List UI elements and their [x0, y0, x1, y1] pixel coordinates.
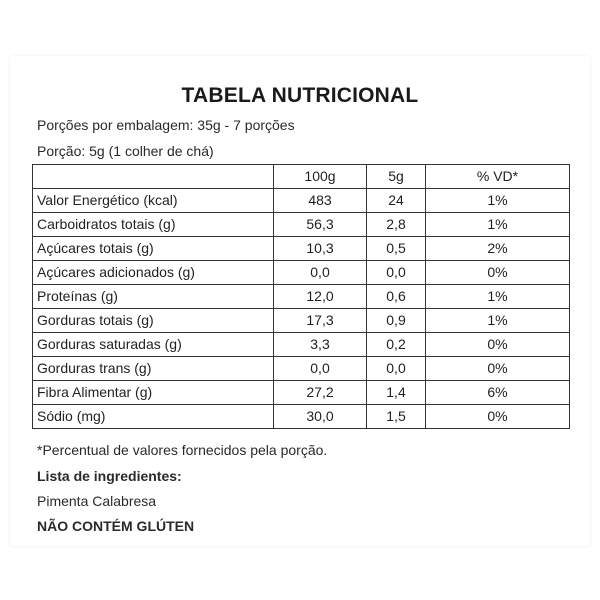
value-5g: 0,0 [367, 357, 426, 381]
value-5g: 0,9 [367, 309, 426, 333]
nutrient-name: Gorduras saturadas (g) [33, 333, 274, 357]
header-cell-nutrient [33, 165, 274, 189]
value-vd: 1% [426, 309, 570, 333]
value-100g: 12,0 [274, 285, 367, 309]
servings-per-package: Porções por embalagem: 35g - 7 porções [37, 117, 295, 133]
ingredients-list: Pimenta Calabresa [37, 493, 157, 509]
nutrient-name: Carboidratos totais (g) [33, 213, 274, 237]
value-5g: 1,4 [367, 381, 426, 405]
nutrient-name: Proteínas (g) [33, 285, 274, 309]
value-vd: 1% [426, 285, 570, 309]
value-vd: 0% [426, 333, 570, 357]
value-vd: 0% [426, 261, 570, 285]
header-cell-vd: % VD* [426, 165, 570, 189]
footnote: *Percentual de valores fornecidos pela porção. [37, 442, 328, 458]
value-vd: 1% [426, 213, 570, 237]
table-row [33, 357, 570, 381]
value-100g: 10,3 [274, 237, 367, 261]
nutrition-table [32, 164, 570, 429]
nutrient-name: Açúcares adicionados (g) [33, 261, 274, 285]
table-row [33, 261, 570, 285]
value-5g: 24 [367, 189, 426, 213]
value-vd: 0% [426, 405, 570, 429]
value-5g: 0,2 [367, 333, 426, 357]
nutrient-name: Sódio (mg) [33, 405, 274, 429]
value-100g: 17,3 [274, 309, 367, 333]
ingredients-heading: Lista de ingredientes: [37, 468, 182, 484]
table-row [33, 213, 570, 237]
header-cell-100g: 100g [274, 165, 367, 189]
value-100g: 30,0 [274, 405, 367, 429]
value-vd: 1% [426, 189, 570, 213]
value-100g: 3,3 [274, 333, 367, 357]
value-5g: 0,5 [367, 237, 426, 261]
table-row [33, 189, 570, 213]
table-row [33, 309, 570, 333]
value-vd: 6% [426, 381, 570, 405]
table-row [33, 381, 570, 405]
value-100g: 483 [274, 189, 367, 213]
value-5g: 0,6 [367, 285, 426, 309]
value-100g: 0,0 [274, 357, 367, 381]
gluten-notice: NÃO CONTÉM GLÚTEN [37, 518, 195, 534]
table-row [33, 405, 570, 429]
value-100g: 0,0 [274, 261, 367, 285]
nutrient-name: Fibra Alimentar (g) [33, 381, 274, 405]
value-vd: 2% [426, 237, 570, 261]
nutrient-name: Açúcares totais (g) [33, 237, 274, 261]
value-5g: 1,5 [367, 405, 426, 429]
table-row [33, 285, 570, 309]
value-100g: 56,3 [274, 213, 367, 237]
value-5g: 0,0 [367, 261, 426, 285]
table-header-row [33, 165, 570, 189]
table-row [33, 333, 570, 357]
nutrient-name: Gorduras trans (g) [33, 357, 274, 381]
table-row [33, 237, 570, 261]
value-5g: 2,8 [367, 213, 426, 237]
value-vd: 0% [426, 357, 570, 381]
nutrient-name: Valor Energético (kcal) [33, 189, 274, 213]
nutrient-name: Gorduras totais (g) [33, 309, 274, 333]
value-100g: 27,2 [274, 381, 367, 405]
serving-size: Porção: 5g (1 colher de chá) [37, 143, 214, 159]
header-cell-5g: 5g [367, 165, 426, 189]
page-title: TABELA NUTRICIONAL [181, 84, 419, 107]
